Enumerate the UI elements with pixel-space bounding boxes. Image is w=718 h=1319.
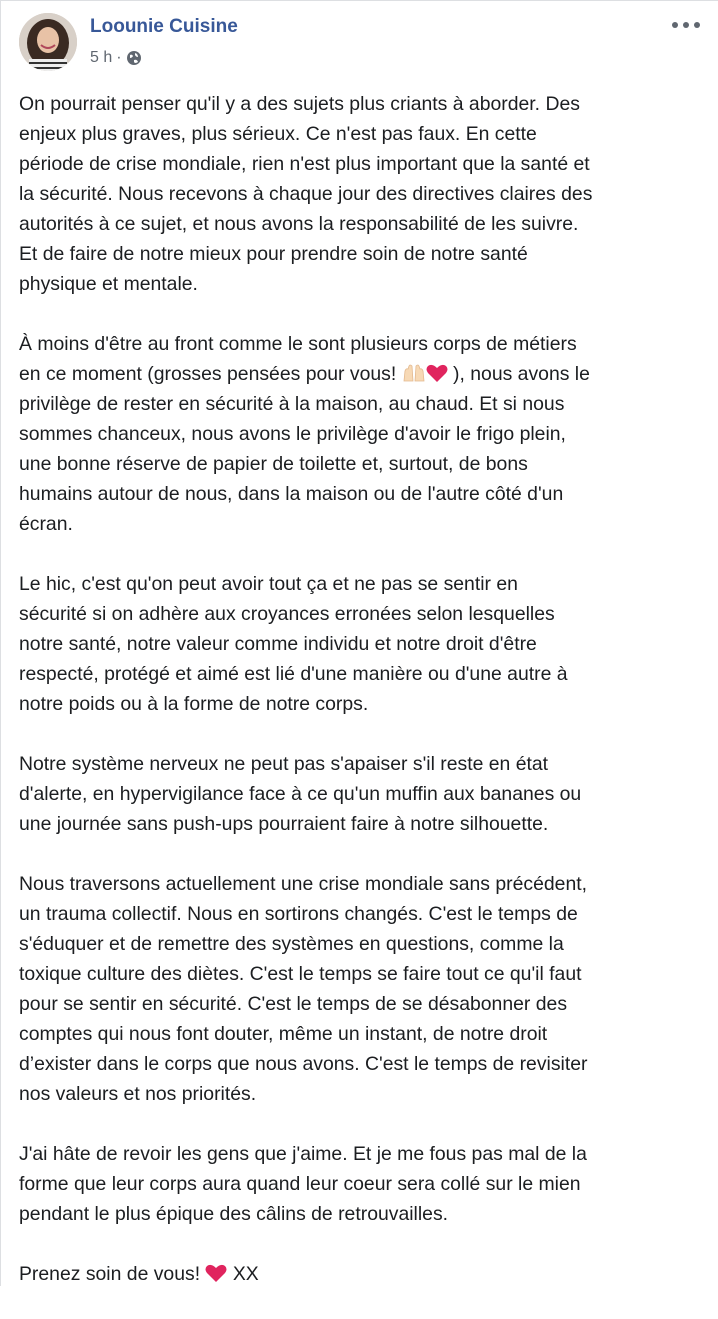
text-line: respecté, protégé et aimé est lié d'une manière ou d'une autre à xyxy=(19,663,568,685)
text-line: notre santé, notre valeur comme individu et notre droit d'être xyxy=(19,633,537,655)
text-line: la sécurité. Nous recevons à chaque jour des directives claires des xyxy=(19,183,593,205)
paragraph-5 xyxy=(19,869,709,1109)
text-line: un trauma collectif. Nous en sortirons changés. C'est le temps de xyxy=(19,903,578,925)
paragraph-7 xyxy=(19,1259,709,1289)
text-line: sommes chanceux, nous avons le privilège d'avoir le frigo plein, xyxy=(19,423,566,445)
paragraph-4 xyxy=(19,749,709,839)
paragraph-6 xyxy=(19,1139,709,1229)
text-line: d’exister dans le corps que nous avons. C'est le temps de revisiter xyxy=(19,1053,588,1075)
text-line: À moins d'être au front comme le sont plusieurs corps de métiers xyxy=(19,333,577,355)
red-heart-emoji xyxy=(426,362,448,382)
text-line-tail: XX xyxy=(227,1263,259,1285)
text-line: période de crise mondiale, rien n'est plus important que la santé et xyxy=(19,153,590,175)
paragraph-3 xyxy=(19,569,709,719)
text-line: autorités à ce sujet, et nous avons la responsabilité de les suivre. xyxy=(19,213,579,235)
text-line: toxique culture des diètes. C'est le temps se faire tout ce qu'il faut xyxy=(19,963,582,985)
text-line: d'alerte, en hypervigilance face à ce qu'un muffin aux bananes ou xyxy=(19,783,582,805)
raising-hands-emoji xyxy=(402,362,426,382)
author-name[interactable]: Loounie Cuisine xyxy=(90,16,238,37)
more-options-icon[interactable] xyxy=(672,15,700,35)
meta-separator: · xyxy=(116,49,122,66)
post-header xyxy=(19,13,238,71)
text-line: physique et mentale. xyxy=(19,273,198,295)
text-line: privilège de rester en sécurité à la maison, au chaud. Et si nous xyxy=(19,393,565,415)
text-line: s'éduquer et de remettre des systèmes en questions, comme la xyxy=(19,933,564,955)
post-body xyxy=(19,89,709,1319)
text-line: comptes qui nous font douter, même un instant, de notre droit xyxy=(19,1023,548,1045)
paragraph-1 xyxy=(19,89,709,299)
text-line: notre poids ou à la forme de notre corps. xyxy=(19,693,369,715)
post-sub-info xyxy=(90,49,238,67)
menu-dot xyxy=(683,22,689,28)
red-heart-emoji xyxy=(205,1262,227,1282)
text-line: enjeux plus graves, plus sérieux. Ce n'est pas faux. En cette xyxy=(19,123,537,145)
text-line-tail: ), nous avons le xyxy=(447,363,590,385)
text-line: nos valeurs et nos priorités. xyxy=(19,1083,257,1105)
text-line: Prenez soin de vous! xyxy=(19,1263,206,1285)
post-timestamp[interactable]: 5 h xyxy=(90,49,113,66)
text-line: une bonne réserve de papier de toilette et, surtout, de bons xyxy=(19,453,528,475)
text-line: J'ai hâte de revoir les gens que j'aime. Et je me fous pas mal de la xyxy=(19,1143,587,1165)
text-line: pour se sentir en sécurité. C'est le temps de se désabonner des xyxy=(19,993,568,1015)
text-line: en ce moment (grosses pensées pour vous! xyxy=(19,363,402,385)
text-line: Nous traversons actuellement une crise mondiale sans précédent, xyxy=(19,873,588,895)
avatar[interactable] xyxy=(19,13,77,71)
text-line: On pourrait penser qu'il y a des sujets plus criants à aborder. Des xyxy=(19,93,580,115)
menu-dot xyxy=(672,22,678,28)
text-line: Notre système nerveux ne peut pas s'apaiser s'il reste en état xyxy=(19,753,549,775)
text-line: pendant le plus épique des câlins de retrouvailles. xyxy=(19,1203,449,1225)
menu-dot xyxy=(694,22,700,28)
post-meta xyxy=(90,15,238,67)
text-line: Et de faire de notre mieux pour prendre soin de notre santé xyxy=(19,243,528,265)
globe-icon[interactable] xyxy=(126,50,142,66)
text-line: Le hic, c'est qu'on peut avoir tout ça et ne pas se sentir en xyxy=(19,573,518,595)
text-line: sécurité si on adhère aux croyances erronées selon lesquelles xyxy=(19,603,555,625)
text-line: une journée sans push-ups pourraient faire à notre silhouette. xyxy=(19,813,549,835)
text-line: forme que leur corps aura quand leur coeur sera collé sur le mien xyxy=(19,1173,581,1195)
text-line: humains autour de nous, dans la maison ou de l'autre côté d'un xyxy=(19,483,564,505)
paragraph-2 xyxy=(19,329,709,539)
text-line: écran. xyxy=(19,513,73,535)
